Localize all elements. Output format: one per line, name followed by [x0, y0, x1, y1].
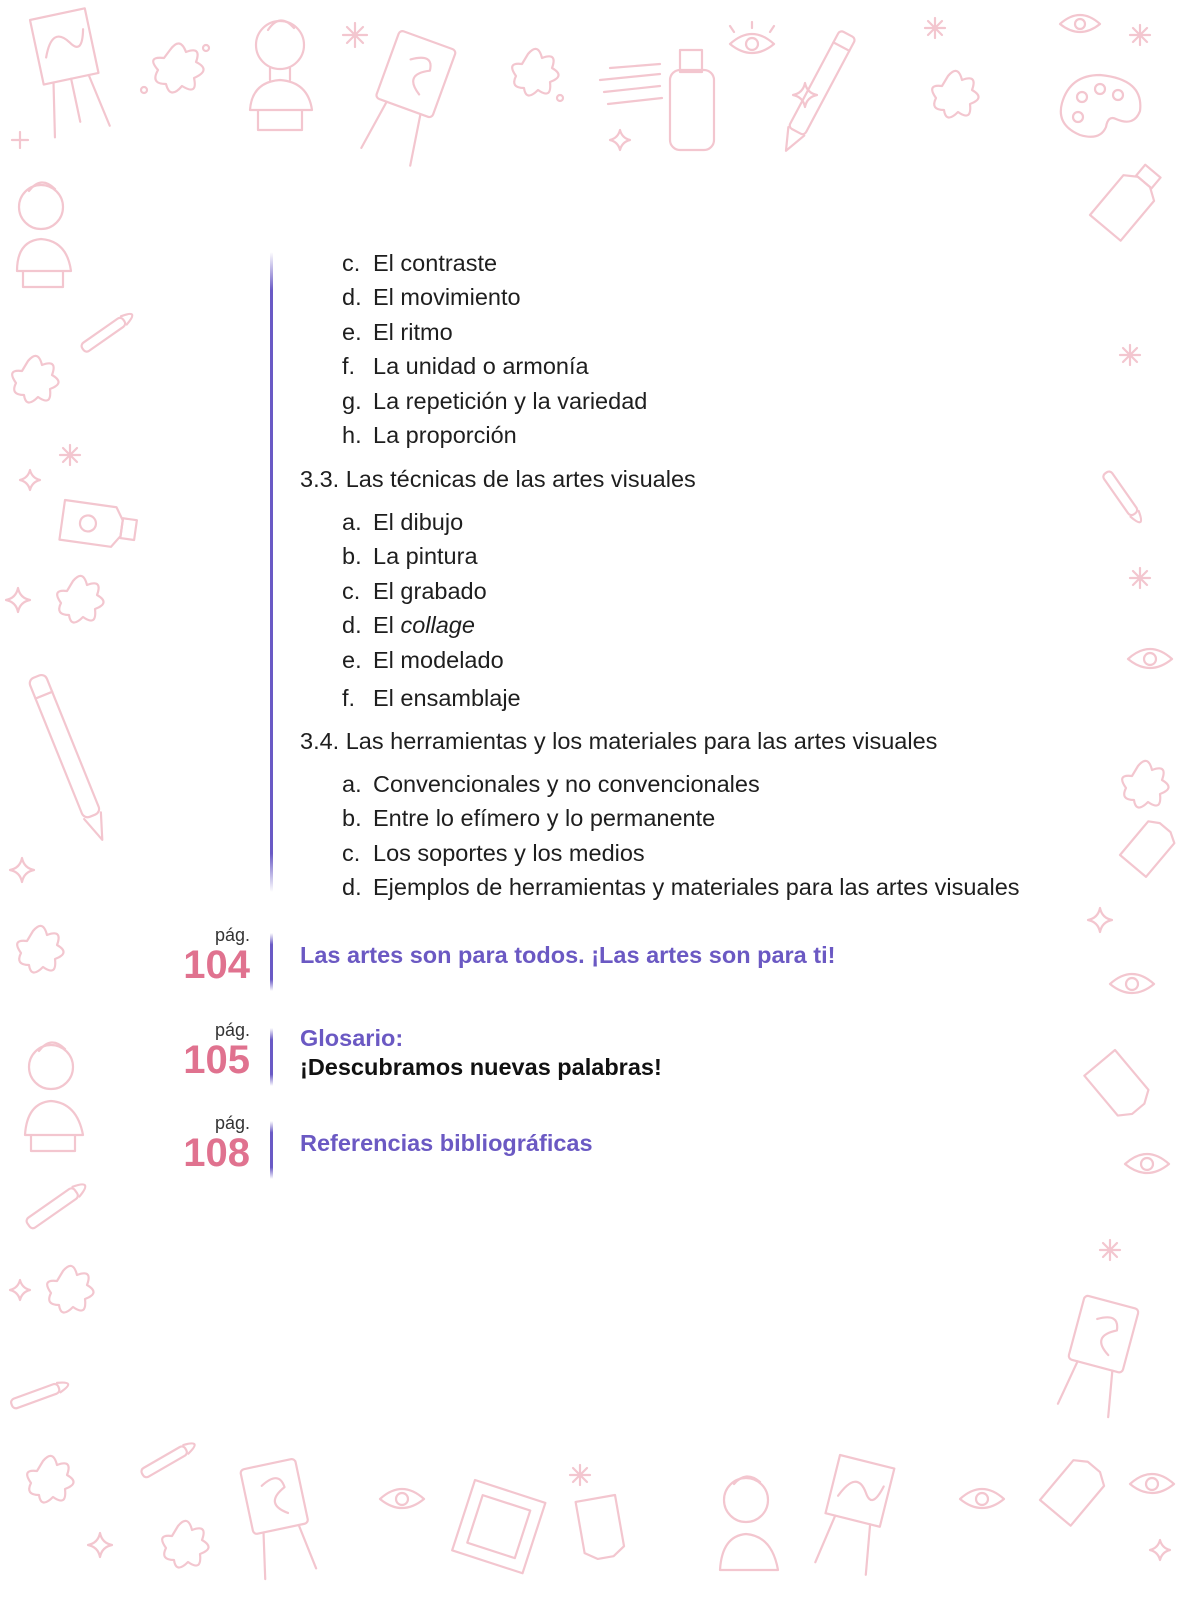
section-divider-line [270, 252, 273, 892]
list-letter: f. [342, 684, 356, 711]
list-text: El contraste [373, 250, 498, 276]
list-letter: c. [342, 839, 361, 866]
list-letter: a. [342, 509, 362, 535]
list-text: El movimiento [373, 284, 521, 311]
page-number: 108 [183, 1131, 250, 1175]
entry-divider [270, 1121, 273, 1179]
list-text: La proporción [373, 421, 517, 448]
list-letter: e. [342, 646, 362, 673]
page-label: pág. [214, 1113, 250, 1133]
list-text: El modelado [373, 646, 504, 673]
list-text: El ritmo [373, 318, 453, 345]
list-letter: c. [342, 250, 361, 276]
list-letter: d. [342, 874, 362, 901]
list-letter: e. [342, 318, 362, 345]
list-text: Los soportes y los medios [373, 839, 645, 866]
list-text-italic: collage [400, 612, 475, 639]
list-letter: a. [342, 771, 362, 797]
list-letter: d. [342, 612, 362, 639]
list-letter: h. [342, 421, 362, 448]
toc-entry-page-104[interactable] [0, 925, 1193, 1005]
toc-entry-page-108[interactable] [0, 1113, 1193, 1193]
toc-entry-page-105[interactable] [0, 1020, 1193, 1100]
entry-subtitle[interactable]: ¡Descubramos nuevas palabras! [300, 1054, 662, 1080]
list-text: El grabado [373, 577, 487, 604]
page-number: 105 [183, 1038, 250, 1082]
list-letter: d. [342, 284, 362, 311]
list-text: La pintura [373, 543, 478, 570]
list-text: La repetición y la variedad [373, 387, 648, 414]
list-text [373, 608, 475, 642]
page-label: pág. [214, 1020, 250, 1040]
list-text: El ensamblaje [373, 684, 521, 711]
list-letter: b. [342, 805, 362, 832]
section-3-3-heading: 3.3. Las técnicas de las artes visuales [300, 466, 696, 492]
list-text: Ejemplos de herramientas y materiales para las artes visuales [373, 874, 1020, 901]
list-letter: b. [342, 543, 362, 570]
list-text: Convencionales y no convencionales [373, 771, 760, 797]
list-letter: c. [342, 577, 361, 604]
entry-divider [270, 933, 273, 991]
entry-title[interactable]: Las artes son para todos. ¡Las artes son para ti! [300, 942, 836, 968]
entry-title[interactable]: Glosario: [300, 1025, 404, 1051]
entry-title[interactable]: Referencias bibliográficas [300, 1130, 593, 1156]
section-3-4-heading: 3.4. Las herramientas y los materiales para las artes visuales [300, 728, 938, 754]
entry-divider [270, 1028, 273, 1086]
list-text-prefix: El [373, 612, 401, 639]
page-label: pág. [214, 925, 250, 945]
page-number: 104 [183, 943, 250, 987]
list-letter: g. [342, 387, 362, 414]
list-letter: f. [342, 353, 356, 380]
list-text: La unidad o armonía [373, 353, 589, 380]
list-text: Entre lo efímero y lo permanente [373, 805, 716, 832]
list-text: El dibujo [373, 509, 464, 535]
